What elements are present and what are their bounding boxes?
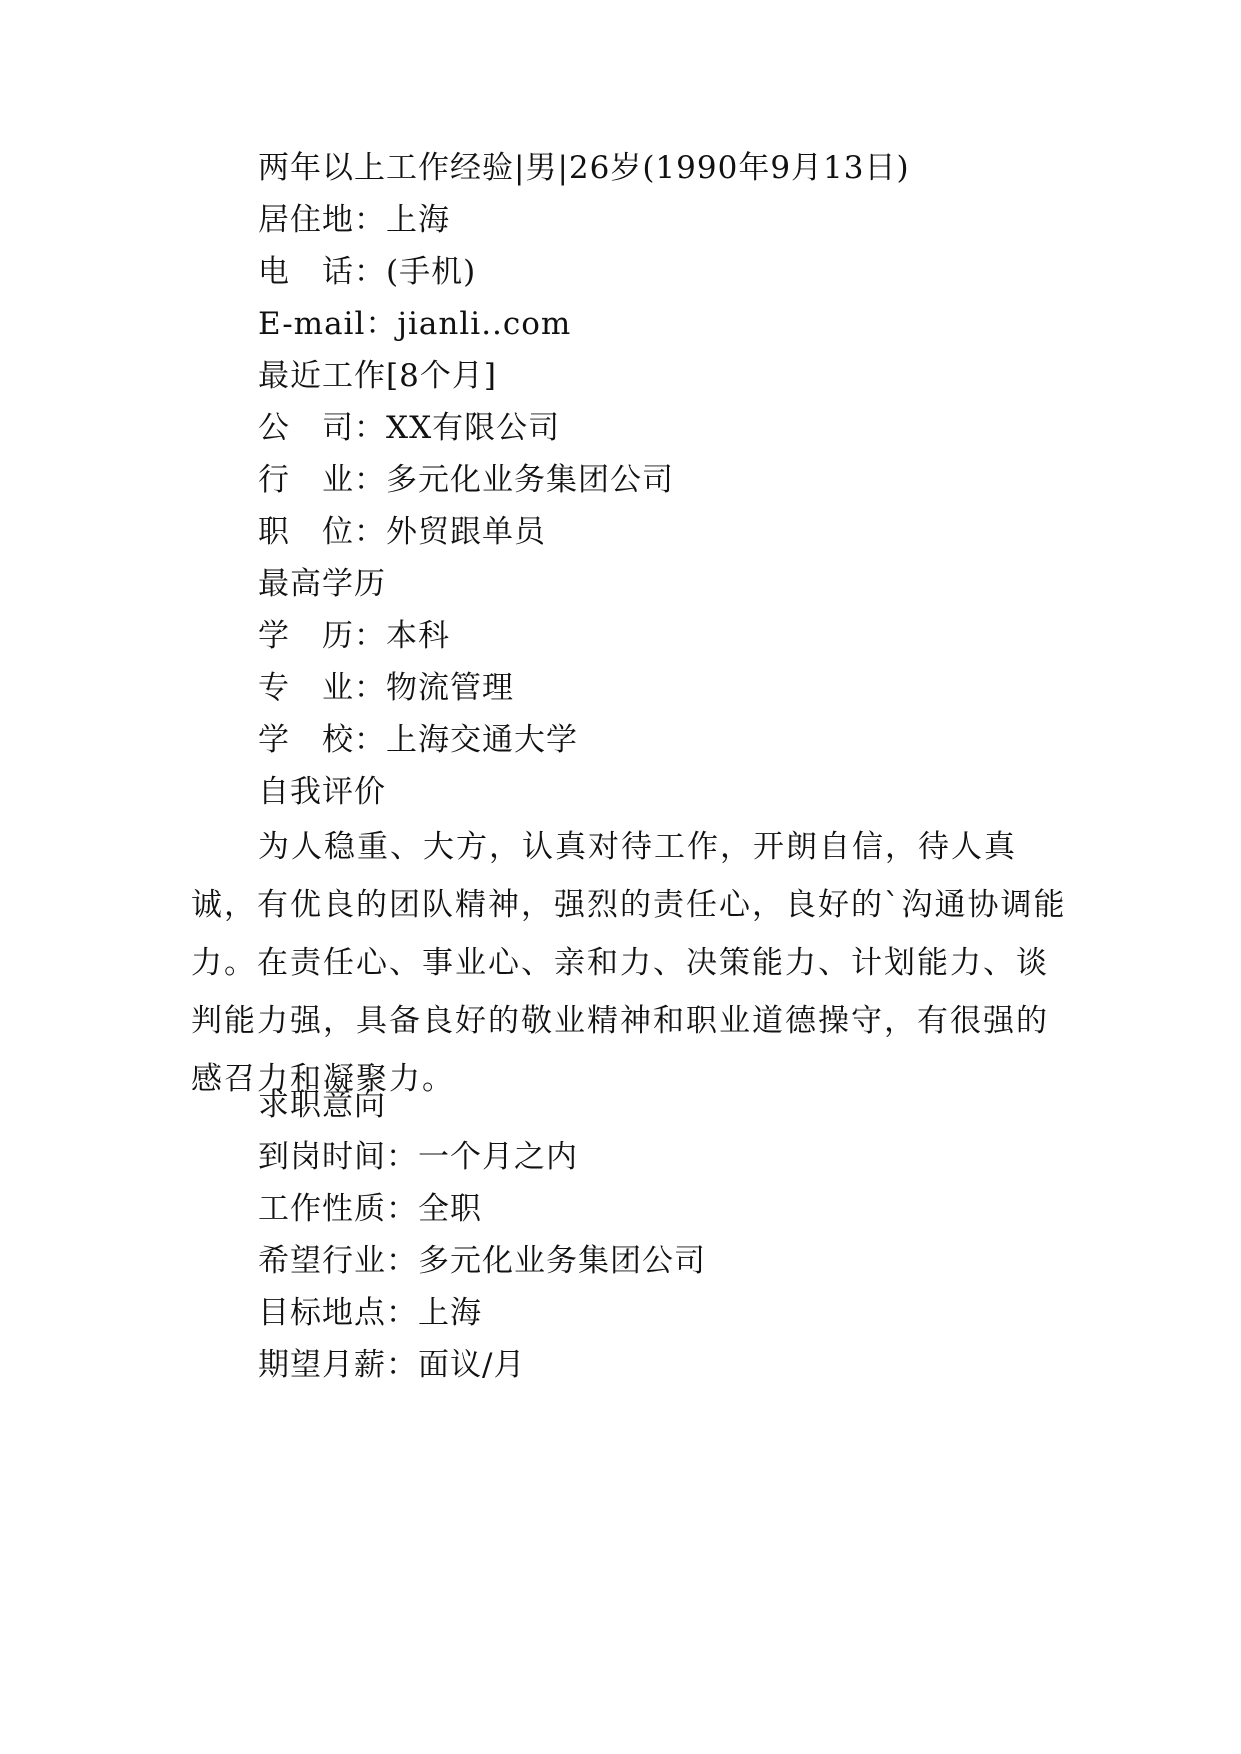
recent-job-heading: 最近工作[8个月]	[258, 358, 497, 394]
company-line: 公 司：XX有限公司	[258, 410, 561, 446]
school-line: 学 校：上海交通大学	[258, 722, 578, 758]
job-intention-heading: 求职意向	[258, 1087, 386, 1123]
major-line: 专 业：物流管理	[258, 670, 514, 706]
email-line: E-mail：jianli..com	[258, 306, 572, 342]
self-evaluation-text: 为人稳重、大方，认真对待工作，开朗自信，待人真诚，有优良的团队精神，强烈的责任心，良好的`沟通协调能力。在责任心、事业心、亲和力、决策能力、计划能力、谈判能力强，具备良好的敬业精神和职业道德操守，有很强的感召力和凝聚力。	[191, 829, 1067, 1097]
self-evaluation-paragraph	[191, 818, 1071, 1108]
education-heading: 最高学历	[258, 566, 386, 602]
degree-line: 学 历：本科	[258, 618, 450, 654]
desired-industry-line: 希望行业：多元化业务集团公司	[258, 1243, 706, 1279]
start-time-line: 到岗时间：一个月之内	[258, 1139, 578, 1175]
summary-line: 两年以上工作经验|男|26岁(1990年9月13日)	[258, 150, 910, 186]
job-type-line: 工作性质：全职	[258, 1191, 482, 1227]
target-location-line: 目标地点：上海	[258, 1295, 482, 1331]
industry-line: 行 业：多元化业务集团公司	[258, 462, 674, 498]
expected-salary-line: 期望月薪：面议/月	[258, 1347, 526, 1383]
phone-line: 电 话：(手机)	[258, 254, 477, 290]
residence-line: 居住地：上海	[258, 202, 450, 238]
position-line: 职 位：外贸跟单员	[258, 514, 546, 550]
self-evaluation-heading: 自我评价	[258, 774, 386, 810]
